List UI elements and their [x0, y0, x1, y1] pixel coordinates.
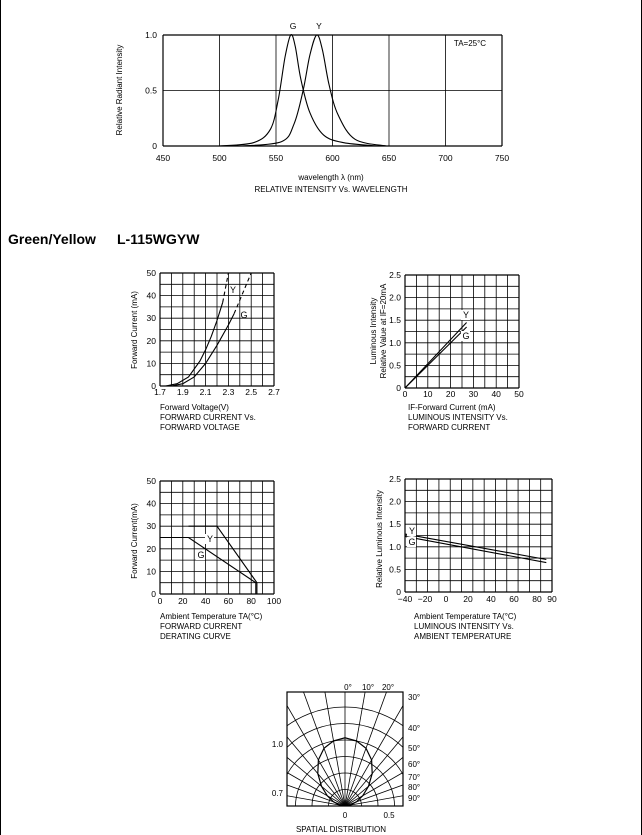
lum_temp-series-g	[405, 536, 546, 562]
iv-xlabel: Forward Voltage(V)	[160, 403, 229, 412]
spectrum-ytick: 0	[152, 141, 157, 151]
derating-xtick: 0	[157, 596, 163, 606]
lum_temp-ytick: 2.5	[389, 474, 401, 484]
derating-ylabel: Forward Current(mA)	[130, 503, 139, 579]
spectrum-annotation: TA=25°C	[453, 39, 487, 48]
iv-series-y-dashed	[223, 273, 229, 302]
lum_current-xlabel: IF-Forward Current (mA)	[408, 403, 496, 412]
spatial-angle-label: 0°	[344, 683, 352, 692]
iv-ytick: 10	[146, 358, 156, 369]
spatial-angle-label: 70°	[408, 773, 421, 782]
lum_temp-xtick: 80	[532, 594, 542, 604]
lum_temp-xtick: 40	[486, 594, 496, 604]
spatial-angle-label: 60°	[408, 760, 421, 769]
iv-series-g-dashed	[234, 273, 251, 314]
spatial-angle-label: 90°	[408, 794, 421, 803]
lum_temp-xlabel: Ambient Temperature TA(°C)	[414, 612, 517, 621]
lum_temp-title-1: AMBIENT TEMPERATURE	[414, 632, 512, 641]
iv-xtick: 2.5	[245, 387, 258, 397]
derating-ytick: 50	[146, 476, 156, 486]
spectrum-xtick: 600	[325, 153, 340, 163]
derating-series-g	[160, 538, 256, 595]
part-number: L-115WGYW	[117, 231, 200, 247]
lum_current-title-1: FORWARD CURRENT	[408, 423, 491, 432]
lum_current-xtick: 20	[445, 389, 456, 399]
iv-xtick: 2.1	[199, 387, 212, 397]
spectrum-xtick: 550	[268, 153, 284, 163]
spatial-radial-label: 1.0	[271, 740, 283, 749]
lum_temp-label-y: Y	[408, 526, 416, 536]
derating-xtick: 40	[200, 596, 211, 606]
iv-ytick: 50	[146, 268, 156, 278]
lum_temp-title-0: LUMINOUS INTENSITY Vs.	[414, 622, 514, 631]
derating-label-y: Y	[206, 534, 214, 544]
iv-xtick: 2.3	[222, 387, 235, 397]
spectrum-label-y: Y	[316, 21, 322, 31]
derating-title-0: FORWARD CURRENT	[160, 622, 243, 631]
iv-label-g: G	[240, 310, 248, 320]
derating-xtick: 80	[246, 596, 256, 606]
color-label: Green/Yellow	[8, 231, 96, 247]
spectrum-ytick: 1.0	[145, 30, 157, 40]
iv-ytick: 20	[146, 335, 156, 346]
spectrum-xtick: 650	[381, 153, 397, 163]
spectrum-xtick: 750	[494, 153, 510, 163]
lum_temp-ytick: 2.0	[389, 496, 401, 507]
lum_current-ytick: 1.0	[389, 337, 401, 348]
iv-title-0: FORWARD CURRENT Vs.	[160, 413, 256, 422]
iv-series-g	[171, 314, 234, 386]
iv-xtick: 1.9	[176, 387, 189, 397]
lum_current-ytick: 1.5	[389, 315, 401, 326]
lum_temp-xtick: −40	[397, 594, 413, 604]
lum_current-xtick: 30	[468, 389, 479, 399]
spatial-grid	[185, 646, 505, 835]
spatial-angle-label: 40°	[408, 724, 421, 733]
lum_temp-xtick: −20	[417, 594, 433, 604]
lum_current-label-g: G	[462, 331, 470, 341]
derating-xlabel: Ambient Temperature TA(°C)	[160, 612, 263, 621]
lum_temp-ytick: 0.5	[389, 564, 401, 575]
lum_current-xtick: 10	[423, 389, 433, 399]
lum_current-title-0: LUMINOUS INTENSITY Vs.	[408, 413, 508, 422]
iv-xtick: 2.7	[268, 387, 280, 397]
derating-xtick: 60	[223, 596, 234, 606]
iv-ytick: 30	[146, 313, 156, 324]
spectrum-xlabel: wavelength λ (nm)	[298, 173, 364, 182]
lum_current-xtick: 40	[491, 389, 501, 399]
iv-ytick: 0	[151, 381, 156, 391]
lum_temp-xtick: 0	[443, 594, 449, 604]
derating-title-1: DERATING CURVE	[160, 632, 231, 641]
spectrum-title: RELATIVE INTENSITY Vs. WAVELENGTH	[254, 185, 408, 194]
lum_current-ytick: 2.5	[389, 270, 401, 280]
derating-xtick: 100	[266, 596, 282, 606]
lum_current-ylabel-0: Luminous Intensity	[369, 297, 378, 365]
lum_temp-ytick: 1.0	[389, 541, 401, 552]
lum_current-ytick: 0.5	[389, 360, 401, 371]
spatial-radial-label: 0.7	[271, 789, 283, 798]
spectrum-xtick: 450	[155, 153, 171, 163]
spatial-radial-label: 0	[342, 811, 348, 820]
lum_current-ytick: 0	[396, 383, 401, 393]
spatial-angle-label: 30°	[408, 693, 421, 702]
lum_current-series-g	[405, 327, 470, 388]
derating-ytick: 0	[151, 589, 156, 599]
derating-ytick: 10	[146, 566, 156, 577]
spatial-title: SPATIAL DISTRIBUTION	[295, 825, 387, 834]
spatial-angle-label: 20°	[381, 683, 395, 692]
iv-label-y: Y	[229, 285, 237, 295]
lum_temp-ytick: 1.5	[389, 519, 401, 530]
lum_current-xtick: 0	[402, 389, 408, 399]
lum_temp-xtick: 20	[463, 594, 473, 604]
iv-title-1: FORWARD VOLTAGE	[160, 423, 240, 432]
derating-ytick: 30	[146, 521, 156, 532]
lum_temp-label-g: G	[408, 537, 416, 547]
lum_temp-xtick: 60	[509, 594, 519, 604]
spectrum-label-g: G	[289, 21, 297, 31]
iv-ytick: 40	[146, 290, 156, 301]
lum_current-ylabel-1: Relative Value at IF=20mA	[379, 283, 388, 379]
lum_temp-xtick: 90	[547, 594, 557, 604]
spatial-angle-label: 80°	[408, 783, 421, 792]
derating-ytick: 40	[146, 498, 156, 509]
spatial-angle-label: 10°	[361, 683, 375, 692]
spectrum-xtick: 500	[212, 153, 227, 163]
lum_current-xtick: 50	[514, 389, 524, 399]
lum_current-ytick: 2.0	[389, 292, 401, 303]
lum_temp-ytick: 0	[396, 587, 401, 597]
spatial-radial-label: 0.5	[383, 811, 395, 820]
spectrum-ylabel: Relative Radiant Intensity	[115, 44, 124, 136]
iv-xtick: 1.7	[154, 387, 166, 397]
lum_temp-ylabel: Relative Luminous Intensity	[375, 490, 384, 588]
derating-label-g: G	[197, 550, 205, 560]
spectrum-xtick: 700	[438, 153, 453, 163]
lum_current-label-y: Y	[462, 310, 470, 320]
derating-xtick: 20	[178, 596, 188, 606]
spatial-angle-label: 50°	[408, 744, 421, 753]
spectrum-ytick: 0.5	[145, 85, 157, 96]
derating-ytick: 20	[146, 543, 156, 554]
iv-ylabel: Forward Current (mA)	[130, 291, 139, 369]
